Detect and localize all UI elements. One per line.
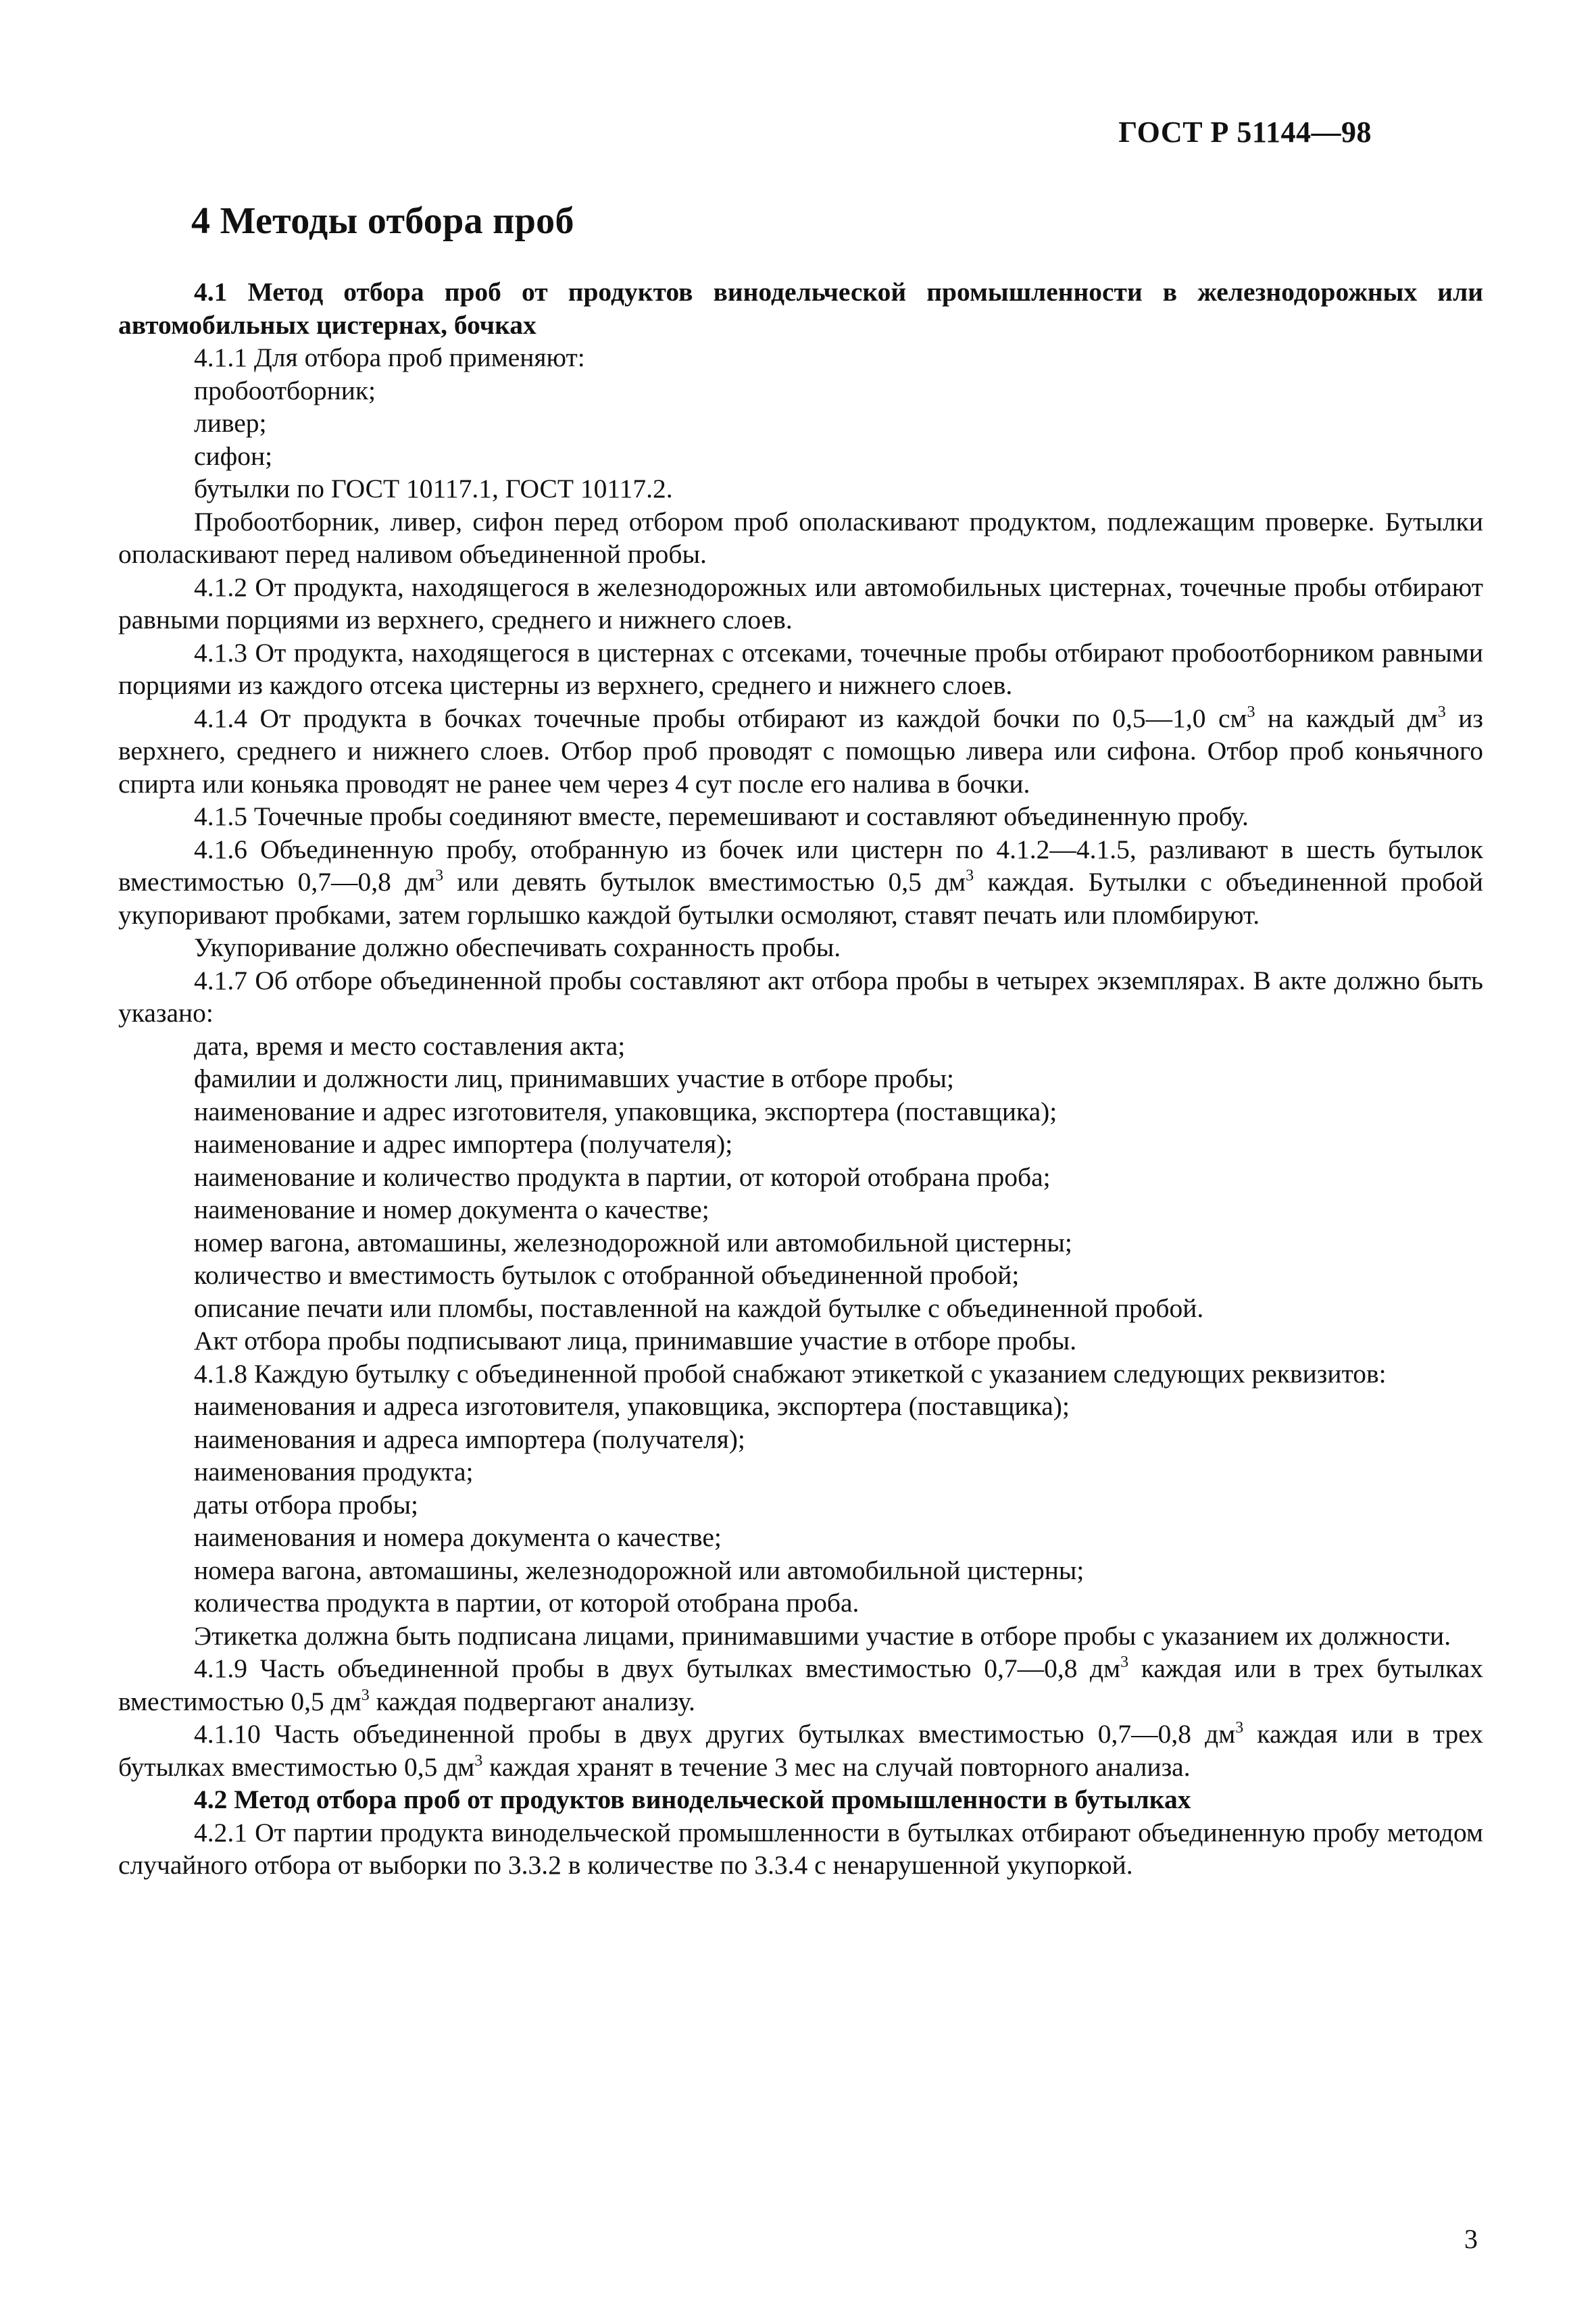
list-item: пробоотборник; — [194, 375, 376, 405]
paragraph-4-1-1-note: Пробоотборник, ливер, сифон перед отбором проб ополаскивают продуктом, подлежащим проверке. Бутылки ополаскивают перед наливом объединенной пробы. — [118, 506, 1483, 569]
list-item: дата, время и место составления акта; — [194, 1030, 626, 1061]
text-run: 4.1.4 От продукта в бочках точечные пробы отбирают из каждой бочки по 0,5—1,0 см — [194, 703, 1247, 733]
paragraph-4-1-5: 4.1.5 Точечные пробы соединяют вместе, перемешивают и составляют объединенную пробу. — [194, 801, 1249, 831]
list-item: наименования и адреса изготовителя, упаковщика, экспортера (поставщика); — [194, 1391, 1070, 1421]
paragraph-4-2-1: 4.2.1 От партии продукта винодельческой промышленности в бутылках отбирают объединенную пробу методом случайного отбора от выборки по 3.3.2 в количестве по 3.3.4 с ненарушенной укупоркой. — [118, 1817, 1483, 1880]
paragraph-4-1-1: 4.1.1 Для отбора проб применяют: — [194, 343, 585, 372]
text-run: каждая или в трех бутылках вместимостью 0,5 дм — [118, 1719, 1483, 1782]
text-run: или девять бутылок вместимостью 0,5 дм — [443, 867, 966, 897]
list-item: наименование и адрес импортера (получателя); — [194, 1129, 733, 1159]
paragraph-4-1-7: 4.1.7 Об отборе объединенной пробы составляют акт отбора пробы в четырех экземплярах. В акте должно быть указано: — [118, 965, 1483, 1028]
superscript: 3 — [1120, 1653, 1129, 1671]
list-item: бутылки по ГОСТ 10117.1, ГОСТ 10117.2. — [194, 474, 673, 503]
paragraph-4-1-6 — [118, 833, 1483, 932]
list-item: наименования и номера документа о качестве; — [194, 1522, 722, 1552]
subsection-title-4-2: 4.2 Метод отбора проб от продуктов винодельческой промышленности в бутылках — [194, 1785, 1191, 1814]
paragraph-4-1-7-note: Акт отбора пробы подписывают лица, принимавшие участие в отборе пробы. — [194, 1326, 1077, 1355]
superscript: 3 — [435, 867, 444, 885]
text-run: 4.1.10 Часть объединенной пробы в двух других бутылках вместимостью 0,7—0,8 дм — [194, 1719, 1236, 1749]
paragraph-4-1-3: 4.1.3 От продукта, находящегося в цистернах с отсеками, точечные пробы отбирают пробоотборником равными порциями из каждого отсека цистерны из верхнего, среднего и нижнего слоев. — [118, 637, 1483, 700]
superscript: 3 — [1437, 703, 1446, 721]
text-run: 4.1.9 Часть объединенной пробы в двух бутылках вместимостью 0,7—0,8 дм — [194, 1653, 1121, 1683]
document-body — [118, 276, 1483, 1882]
subsection-title-4-1: 4.1 Метод отбора проб от продуктов винодельческой промышленности в железнодорожных или автомобильных цистернах, бочках — [118, 277, 1483, 340]
text-run: 4.1.6 Объединенную пробу, отобранную из бочек или цистерн по 4.1.2—4.1.5, разливают в шесть бутылок вместимостью 0,7—0,8 дм — [118, 834, 1483, 897]
text-run: на каждый дм — [1255, 703, 1438, 733]
list-item: номер вагона, автомашины, железнодорожной или автомобильной цистерны; — [194, 1227, 1072, 1258]
superscript: 3 — [1247, 703, 1255, 721]
page-number: 3 — [1464, 2224, 1478, 2254]
document-code-header: ГОСТ Р 51144—98 — [1118, 116, 1372, 149]
paragraph-4-1-10 — [118, 1718, 1483, 1783]
text-run: каждая. Бутылки с объединенной пробой укупоривают пробками, затем горлышко каждой бутылки осмоляют, ставят печать или пломбируют. — [118, 867, 1483, 930]
list-item: ливер; — [194, 408, 267, 438]
list-item: наименование и адрес изготовителя, упаковщика, экспортера (поставщика); — [194, 1096, 1057, 1126]
list-item: даты отбора пробы; — [194, 1489, 419, 1520]
superscript: 3 — [361, 1686, 370, 1704]
superscript: 3 — [1235, 1719, 1244, 1737]
list-item: наименования продукта; — [194, 1457, 474, 1487]
list-item: описание печати или пломбы, поставленной на каждой бутылке с объединенной пробой. — [194, 1293, 1204, 1323]
text-run: каждая хранят в течение 3 мес на случай повторного анализа. — [482, 1751, 1191, 1782]
list-item: наименование и номер документа о качестве; — [194, 1195, 709, 1224]
list-item: сифон; — [194, 441, 273, 471]
paragraph-4-1-9 — [118, 1652, 1483, 1718]
list-item: фамилии и должности лиц, принимавших участие в отборе пробы; — [194, 1064, 955, 1093]
list-item: наименование и количество продукта в партии, от которой отобрана проба; — [194, 1162, 1051, 1192]
section-title: 4 Методы отбора проб — [191, 200, 574, 242]
paragraph-4-1-4 — [118, 702, 1483, 801]
list-item: количество и вместимость бутылок с отобранной объединенной пробой; — [194, 1260, 1020, 1290]
text-run: каждая подвергают анализу. — [369, 1686, 695, 1716]
paragraph-4-1-8-note: Этикетка должна быть подписана лицами, принимавшими участие в отборе пробы с указанием их должности. — [194, 1620, 1451, 1651]
text-run: каждая или в трех бутылках вместимостью 0,5 дм — [118, 1653, 1483, 1716]
paragraph-4-1-2: 4.1.2 От продукта, находящегося в железнодорожных или автомобильных цистернах, точечные пробы отбирают равными порциями из верхнего, среднего и нижнего слоев. — [118, 572, 1483, 634]
list-item: номера вагона, автомашины, железнодорожной или автомобильной цистерны; — [194, 1555, 1084, 1585]
list-item: количества продукта в партии, от которой отобрана проба. — [194, 1588, 859, 1618]
paragraph-4-1-8: 4.1.8 Каждую бутылку с объединенной пробой снабжают этикеткой с указанием следующих реквизитов: — [194, 1358, 1387, 1389]
superscript: 3 — [474, 1751, 483, 1770]
list-item: наименования и адреса импортера (получателя); — [194, 1424, 745, 1454]
superscript: 3 — [966, 867, 974, 885]
paragraph-4-1-6-note: Укупоривание должно обеспечивать сохранность пробы. — [194, 932, 841, 962]
text-run: из верхнего, среднего и нижнего слоев. Отбор проб проводят с помощью ливера или сифона. Отбор проб коньячного спирта или коньяка проводят не ранее чем через 4 сут после его налива в бочки. — [118, 703, 1483, 799]
